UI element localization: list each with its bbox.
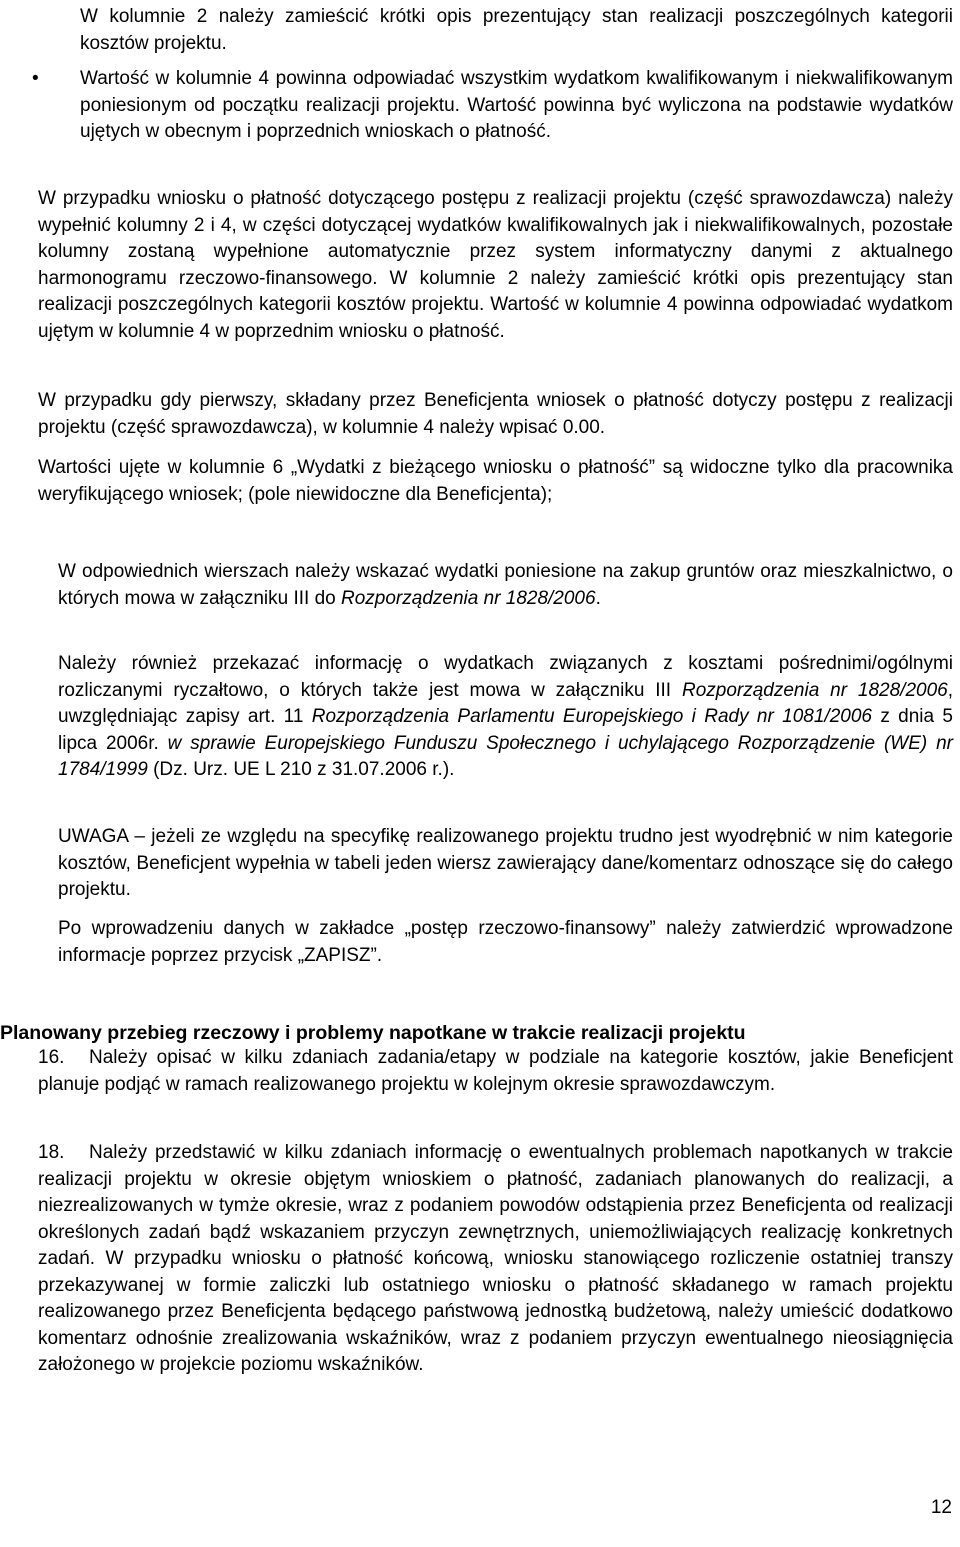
section-heading: Planowany przebieg rzeczowy i problemy napotkane w trakcie realizacji projektu bbox=[0, 1022, 746, 1044]
list-item-number: 16. bbox=[38, 1047, 65, 1068]
column6-paragraph: Wartości ujęte w kolumnie 6 „Wydatki z bieżącego wniosku o płatność” są widoczne tylko dla pracownika weryfikującego wniosek; (pole niewidoczne dla Beneficjenta); bbox=[38, 457, 953, 505]
land-housing-paragraph: W odpowiednich wierszach należy wskazać wydatki poniesione na zakup gruntów oraz mieszkalnictwo, o których mowa w załączniku III do Rozporządzenia nr 1828/2006. bbox=[58, 561, 953, 609]
indirect-costs-paragraph: Należy również przekazać informację o wydatkach związanych z kosztami pośrednimi/ogólnymi rozliczanymi ryczałtowo, o których także jest mowa w załączniku III Rozporządzenia nr 1828/2006, uwzględniając zapisy art. 11 Rozporządzenia Parlamentu Europejskiego i Rady nr 1081/2006 z dnia 5 lipca 2006r. w sprawie Europejskiego Funduszu Społecznego i uchylającego Rozporządzenie (WE) nr 1784/1999 (Dz. Urz. UE L 210 z 31.07.2006 r.). bbox=[58, 653, 954, 780]
progress-report-paragraph: W przypadku wniosku o płatność dotyczącego postępu z realizacji projektu (część sprawozdawcza) należy wypełnić kolumny 2 i 4, w części dotyczącej wydatków kwalifikowalnych jak i niekwalifikowalnych, pozostałe kolumny zostaną wypełnione automatycznie przez system informatyczny danymi z aktualnego harmonogramu rzeczowo-finansowego. W kolumnie 2 należy zamieścić krótki opis prezentujący stan realizacji poszczególnych kategorii kosztów projektu. Wartość w kolumnie 4 powinna odpowiadać wydatkom ujętym w kolumnie 4 w poprzednim wniosku o płatność. bbox=[38, 188, 953, 342]
list-item-number: 18. bbox=[38, 1142, 65, 1163]
uwaga-paragraph: UWAGA – jeżeli ze względu na specyfikę realizowanego projektu trudno jest wyodrębnić w nim kategorie kosztów, Beneficjent wypełnia w tabeli jeden wiersz zawierający dane/komentarz odnoszące się do całego projektu. bbox=[58, 826, 953, 900]
intro-paragraph: W kolumnie 2 należy zamieścić krótki opis prezentujący stan realizacji poszczególnych kategorii kosztów projektu. bbox=[80, 6, 953, 54]
page-number: 12 bbox=[930, 1497, 952, 1518]
list-item-text: Należy opisać w kilku zdaniach zadania/etapy w podziale na kategorie kosztów, jakie Beneficjent planuje podjąć w ramach realizowanego projektu w kolejnym okresie sprawozdawczym. bbox=[38, 1047, 953, 1095]
first-request-paragraph: W przypadku gdy pierwszy, składany przez Beneficjenta wniosek o płatność dotyczy postępu z realizacji projektu (część sprawozdawcza), w kolumnie 4 należy wpisać 0.00. bbox=[38, 390, 953, 438]
list-item-text: Należy przedstawić w kilku zdaniach informację o ewentualnych problemach napotkanych w trakcie realizacji projektu w okresie objętym wnioskiem o płatność, zadaniach planowanych do realizacji, a niezrealizowanych w tymże okresie, wraz z podaniem powodów odstąpienia przez Beneficjenta od realizacji określonych zadań bądź wskazaniem przyczyn zewnętrznych, uniemożliwiających realizację konkretnych zadań. W przypadku wniosku o płatność końcową, wniosku stanowiącego rozliczenie ostatniej transzy przekazywanej w formie zaliczki lub ostatniego wniosku o płatność składanego w ramach projektu realizowanego przez Beneficjenta będącego państwową jednostką budżetową, należy umieścić dodatkowo komentarz odnośnie zrealizowania wskaźników, wraz z podaniem przyczyn ewentualnego nieosiągnięcia założonego w projekcie poziomu wskaźników. bbox=[38, 1142, 953, 1375]
save-instructions-paragraph: Po wprowadzeniu danych w zakładce „postęp rzeczowo-finansowy” należy zatwierdzić wprowadzone informacje poprzez przycisk „ZAPISZ”. bbox=[58, 918, 953, 966]
bullet-paragraph: Wartość w kolumnie 4 powinna odpowiadać wszystkim wydatkom kwalifikowanym i niekwalifikowanym poniesionym od początku realizacji projektu. Wartość powinna być wyliczona na podstawie wydatków ujętych w obecnym i poprzednich wnioskach o płatność. bbox=[80, 68, 953, 142]
list-item-18 bbox=[38, 1140, 953, 1379]
bullet-marker: • bbox=[32, 68, 39, 89]
list-item-16 bbox=[38, 1045, 953, 1098]
